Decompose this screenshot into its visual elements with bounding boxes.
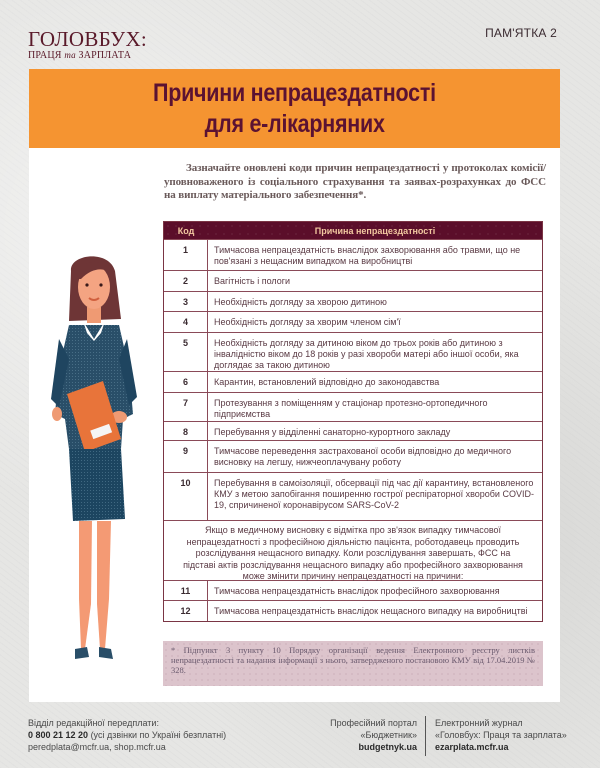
memo-label: ПАМ'ЯТКА 2 <box>485 26 557 40</box>
table-header <box>164 222 542 239</box>
row-reason: Необхідність догляду за хворою дитиною <box>214 297 387 307</box>
row-reason: Вагітність і пологи <box>214 276 291 286</box>
portal-line-2: «Бюджетник» <box>360 730 417 740</box>
title-banner <box>29 69 560 148</box>
table-row <box>164 440 542 472</box>
footer-subscription <box>28 717 226 753</box>
column-header-reason: Причина непрацездатності <box>314 225 436 236</box>
page-title-line-1: Причини непрацездатності <box>153 78 436 107</box>
intro-paragraph: Зазначайте оновлені коди причин непрацездатності у протоколах комісії/уповноваженого із соціального страхування та заявах-розрахунках до ФСС на виплату матеріального забезпечення*. <box>164 162 546 201</box>
row-reason: Перебування в самоізоляції, обсервації під час дії карантину, встановленого КМУ з метою запобігання поширенню гострої респіраторної хвороби COVID-19, спричиненої коронавірусом SARS-CoV-2 <box>214 478 534 510</box>
table-row <box>164 270 542 291</box>
footer-portal <box>300 717 417 753</box>
table-row <box>164 291 542 311</box>
column-header-code: Код <box>177 225 195 236</box>
row-code: 4 <box>164 312 208 332</box>
portal-link[interactable]: budgetnyk.ua <box>358 742 417 752</box>
content-panel <box>29 69 560 702</box>
row-reason: Тимчасове переведення застрахованої особи відповідно до медичного висновку на легшу, нижчеоплачувану роботу <box>214 446 512 467</box>
journal-line-1: Електронний журнал <box>435 718 523 728</box>
row-code: 3 <box>164 292 208 311</box>
table-row <box>164 472 542 520</box>
brand-logo <box>28 29 147 61</box>
subscription-emails[interactable]: peredplata@mcfr.ua, shop.mcfr.ua <box>28 742 166 752</box>
phone-note: (усі дзвінки по Україні безплатні) <box>88 730 227 740</box>
row-code: 11 <box>164 581 208 600</box>
table-row <box>164 332 542 371</box>
row-code: 12 <box>164 601 208 621</box>
journal-link[interactable]: ezarplata.mcfr.ua <box>435 742 509 752</box>
table-row <box>164 311 542 332</box>
row-code: 5 <box>164 333 208 371</box>
footer-journal <box>435 717 567 753</box>
row-code: 2 <box>164 271 208 291</box>
row-code: 8 <box>164 422 208 440</box>
row-reason: Тимчасова непрацездатність внаслідок захворювання або травми, що не пов'язані з нещасним випадком на виробництві <box>214 245 521 266</box>
page-title-line-2: для е-лікарняних <box>204 109 385 138</box>
row-code: 10 <box>164 473 208 520</box>
row-code: 7 <box>164 393 208 421</box>
logo-title: ГОЛОВБУХ: <box>28 27 148 51</box>
businesswoman-illustration <box>29 249 159 689</box>
table-row <box>164 421 542 440</box>
table-row <box>164 600 542 621</box>
phone-number[interactable]: 0 800 21 12 20 <box>28 730 89 740</box>
footer-divider <box>425 716 426 756</box>
row-reason: Тимчасова непрацездатність внаслідок професійного захворювання <box>214 586 500 596</box>
table-row <box>164 392 542 421</box>
table-row <box>164 580 542 600</box>
row-reason: Перебування у відділенні санаторно-курортного закладу <box>214 427 451 437</box>
row-reason: Протезування з поміщенням у стаціонар протезно-ортопедичного підприємства <box>214 398 488 419</box>
row-reason: Карантин, встановлений відповідно до законодавства <box>214 377 440 387</box>
portal-line-1: Професійний портал <box>330 718 417 728</box>
table-row <box>164 371 542 392</box>
table-row <box>164 239 542 270</box>
footnote: * Підпункт 3 пункту 10 Порядку організації ведення Електронного реєстру листків непрацездатності та надання інформації з нього, затвердженого постановою КМУ від 17.04.2019 № 328. <box>163 641 543 686</box>
row-code: 1 <box>164 240 208 270</box>
row-code: 6 <box>164 372 208 392</box>
row-reason: Необхідність догляду за хворим членом сім'ї <box>214 317 401 327</box>
journal-line-2: «Головбух: Праця та зарплата» <box>435 730 567 740</box>
incapacity-codes-table <box>163 221 543 622</box>
logo-subtitle: ПРАЦЯ та ЗАРПЛАТА <box>28 50 132 61</box>
row-reason: Тимчасова непрацездатність внаслідок нещасного випадку на виробництві <box>214 606 528 616</box>
subscription-phone-line <box>28 729 226 741</box>
subscription-title: Відділ редакційної передплати: <box>28 718 159 728</box>
row-code: 9 <box>164 441 208 472</box>
table-note-row: Якщо в медичному висновку є відмітка про зв'язок випадку тимчасової непрацездатності з професійною діяльністю пацієнта, роботодавець проводить розслідування нещасного випадку. Коли розслідування завершать, ФСС на підставі актів розслідування нещасного випадку або професійного захворювання може змінити причину непрацездатності на причини: <box>164 520 542 580</box>
row-reason: Необхідність догляду за дитиною віком до трьох років або дитиною з інвалідністю віком до 18 років у разі хвороби матері або іншої особи, яка доглядає за такою дитиною <box>214 338 519 370</box>
